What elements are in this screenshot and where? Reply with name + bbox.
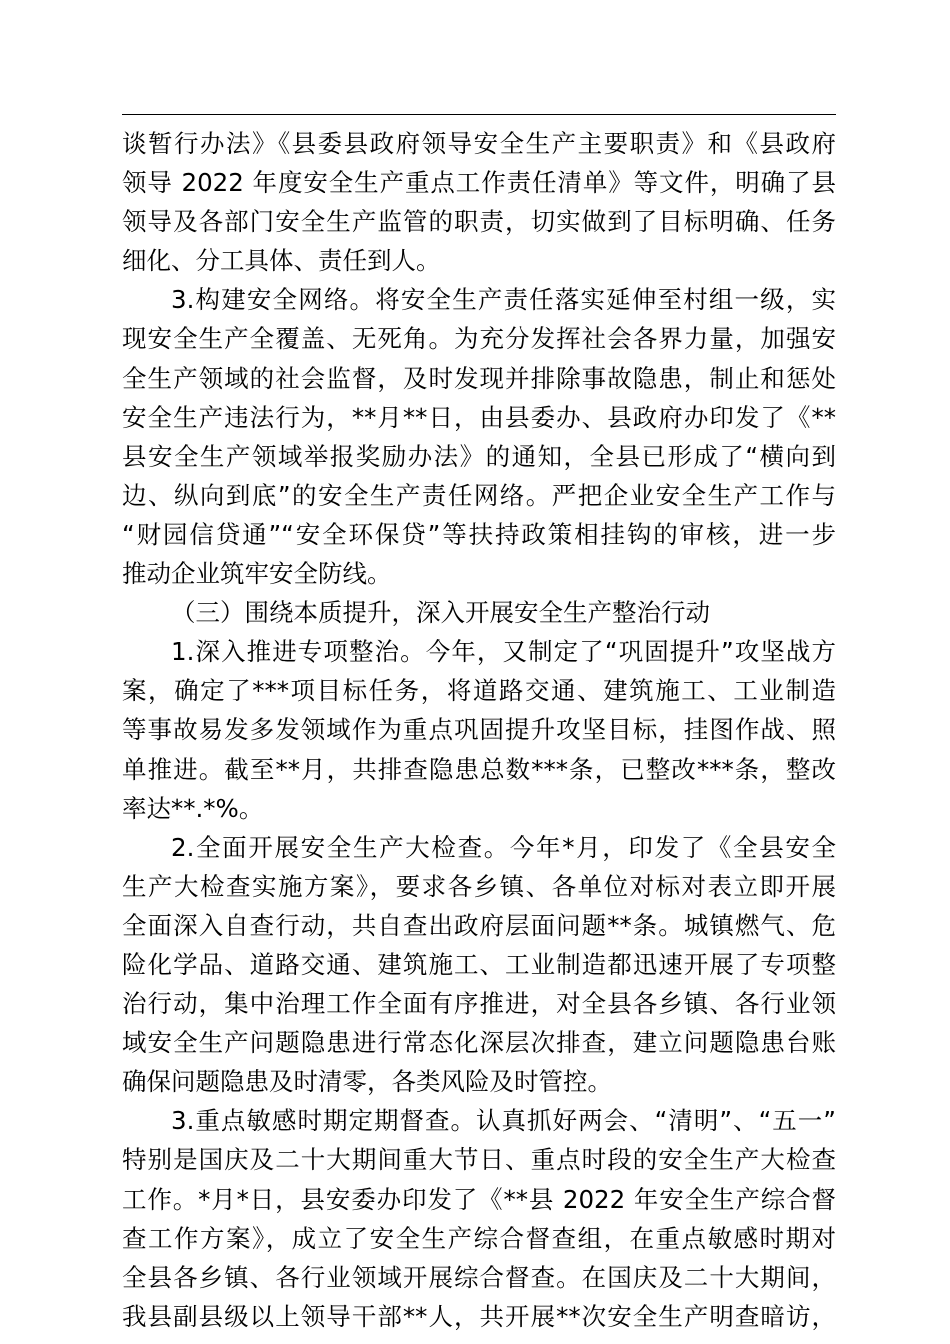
text-line: 案，确定了***项目标任务，将道路交通、建筑施工、工业制造 <box>122 676 836 706</box>
header-rule <box>122 114 836 115</box>
paragraph-safety-network <box>122 280 836 593</box>
text-line: 全生产领域的社会监督，及时发现并排除事故隐患，制止和惩处 <box>122 363 836 393</box>
text-line: 推动企业筑牢安全防线。 <box>122 559 392 589</box>
text-line: 查工作方案》，成立了安全生产综合督查组，在重点敏感时期对 <box>122 1223 836 1253</box>
text-line: 我县副县级以上领导干部**人，共开展**次安全生产明查暗访， <box>122 1301 836 1331</box>
text-line: 安全生产违法行为，**月**日，由县委办、县政府办印发了《** <box>122 402 836 432</box>
text-line: 确保问题隐患及时清零，各类风险及时管控。 <box>122 1067 612 1097</box>
text-line: 率达**.*%。 <box>122 793 264 823</box>
text-line: 3.重点敏感时期定期督查。认真抓好两会、“清明”、“五一” <box>171 1106 836 1136</box>
document-body <box>122 124 836 1336</box>
text-line: 单推进。截至**月，共排查隐患总数***条，已整改***条，整改 <box>122 754 836 784</box>
text-line: 谈暂行办法》《县委县政府领导安全生产主要职责》和《县政府 <box>122 129 836 158</box>
text-line: 边、纵向到底”的安全生产责任网络。严把企业安全生产工作与 <box>122 480 836 510</box>
text-line: 领导及各部门安全生产监管的职责，切实做到了目标明确、任务 <box>122 207 836 237</box>
paragraph-responsibility-list <box>122 124 836 280</box>
paragraph-major-inspection <box>122 828 836 1102</box>
section-heading <box>122 593 836 632</box>
paragraph-special-rectification <box>122 632 836 827</box>
text-line: 生产大检查实施方案》，要求各乡镇、各单位对标对表立即开展 <box>122 871 836 901</box>
text-line: 工作。*月*日，县安委办印发了《**县 2022 年安全生产综合督 <box>122 1184 836 1214</box>
text-line: 细化、分工具体、责任到人。 <box>122 246 441 276</box>
text-line: 全县各乡镇、各行业领域开展综合督查。在国庆及二十大期间， <box>122 1262 836 1292</box>
section-heading-text: （三）围绕本质提升，深入开展安全生产整治行动 <box>171 598 710 628</box>
text-line: 3.构建安全网络。将安全生产责任落实延伸至村组一级，实 <box>171 285 836 315</box>
text-line: 县安全生产领域举报奖励办法》的通知，全县已形成了“横向到 <box>122 441 836 471</box>
text-line: “财园信贷通”“安全环保贷”等扶持政策相挂钩的审核，进一步 <box>122 519 836 549</box>
text-line: 领导 2022 年度安全生产重点工作责任清单》等文件，明确了县 <box>122 168 836 198</box>
text-line: 治行动，集中治理工作全面有序推进，对全县各乡镇、各行业领 <box>122 989 836 1019</box>
text-line: 域安全生产问题隐患进行常态化深层次排查，建立问题隐患台账 <box>122 1028 836 1058</box>
text-line: 现安全生产全覆盖、无死角。为充分发挥社会各界力量，加强安 <box>122 324 836 354</box>
text-line: 险化学品、道路交通、建筑施工、工业制造都迅速开展了专项整 <box>122 949 836 979</box>
text-line: 1.深入推进专项整治。今年，又制定了“巩固提升”攻坚战方 <box>171 637 836 667</box>
text-line: 等事故易发多发领域作为重点巩固提升攻坚目标，挂图作战、照 <box>122 715 836 745</box>
paragraph-sensitive-period <box>122 1101 836 1336</box>
text-line: 特别是国庆及二十大期间重大节日、重点时段的安全生产大检查 <box>122 1145 836 1175</box>
text-line: 全面深入自查行动，共自查出政府层面问题**条。城镇燃气、危 <box>122 910 836 940</box>
text-line: 2.全面开展安全生产大检查。今年*月，印发了《全县安全 <box>171 832 836 862</box>
